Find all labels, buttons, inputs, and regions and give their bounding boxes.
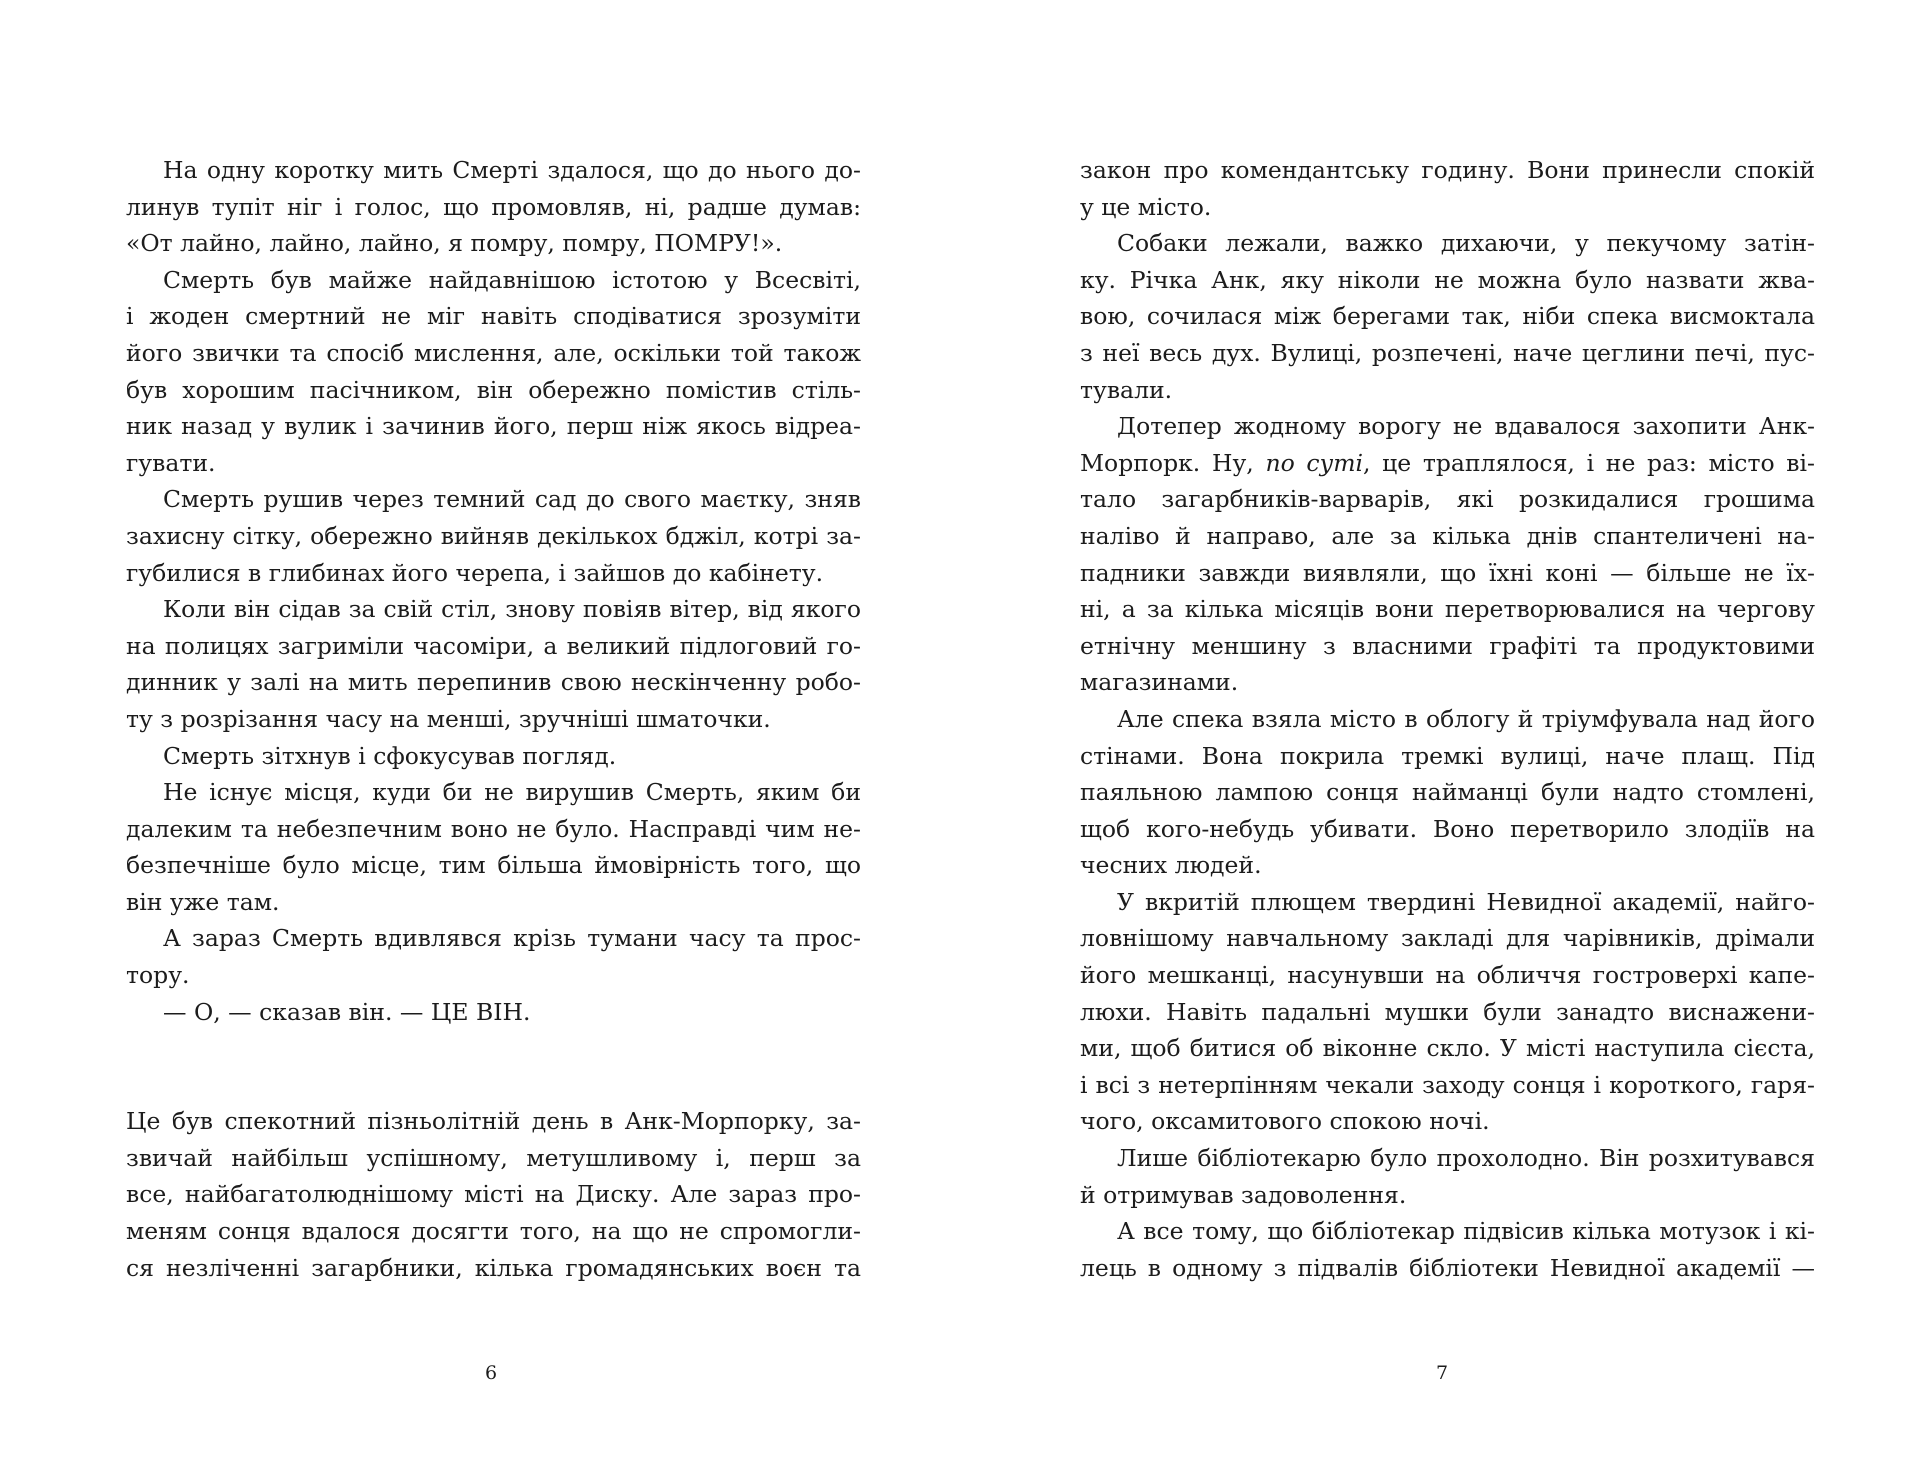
paragraph xyxy=(126,481,861,591)
text-line: ні, а за кілька місяців вони перетворювалися на чергову xyxy=(1080,595,1815,624)
text-line: його звички та спосіб мислення, але, оскільки той також xyxy=(126,338,861,367)
text-line: тору. xyxy=(126,961,190,990)
paragraph xyxy=(126,994,861,1031)
text-line: А все тому, що бібліотекар підвісив кілька мотузок і кі- xyxy=(1117,1217,1815,1246)
text-line: Смерть був майже найдавнішою істотою у Всесвіті, xyxy=(163,265,861,294)
text-line: Дотепер жодному ворогу не вдавалося захопити Анк- xyxy=(1117,412,1815,441)
page-number: 7 xyxy=(1435,1362,1449,1384)
text-line: закон про комендантську годину. Вони принесли спокій xyxy=(1080,156,1815,184)
text-line: губилися в глибинах його черепа, і зайшов до кабінету. xyxy=(126,558,824,587)
text-line: вою, сочилася між берегами так, ніби спека висмоктала xyxy=(1080,302,1815,331)
emphasis: по суті xyxy=(1265,448,1364,477)
text-line: паяльною лампою сонця найманці були надто стомлені, xyxy=(1080,778,1815,807)
text-line: динник у залі на мить перепинив свою нескінченну робо- xyxy=(126,668,861,697)
paragraph xyxy=(1080,1213,1815,1286)
left-page xyxy=(126,152,861,1286)
text-line: його мешканці, насунувши на обличчя гостроверхі капе- xyxy=(1080,961,1815,990)
text-line: був хорошим пасічником, він обережно помістив стіль- xyxy=(126,375,861,404)
paragraph xyxy=(1080,1140,1815,1213)
text-line: Смерть зітхнув і сфокусував погляд. xyxy=(163,741,617,770)
text-line: магазинами. xyxy=(1080,668,1239,697)
text-line: і жоден смертний не міг навіть сподіватися зрозуміти xyxy=(126,302,861,331)
text-line: стінами. Вона покрила тремкі вулиці, наче плащ. Під xyxy=(1080,741,1815,770)
text-line: тало загарбників-варварів, які розкидалися грошима xyxy=(1080,485,1815,514)
text-line: — О, — сказав він. — ЦЕ ВІН. xyxy=(163,997,531,1026)
paragraph xyxy=(126,920,861,993)
text-line: чого, оксамитового спокою ночі. xyxy=(1080,1107,1490,1136)
text-line: Смерть рушив через темний сад до свого маєтку, зняв xyxy=(163,485,861,514)
paragraph xyxy=(1080,152,1815,225)
paragraph xyxy=(126,738,861,775)
text-line: ку. Річка Анк, яку ніколи не можна було назвати жва- xyxy=(1080,265,1815,294)
text-line: Морпорк. Ну, по суті, це траплялося, і не раз: місто ві- xyxy=(1080,448,1815,477)
paragraph xyxy=(1080,701,1815,884)
paragraph xyxy=(126,774,861,920)
text-line: і всі з нетерпінням чекали заходу сонця і короткого, гаря- xyxy=(1080,1070,1815,1099)
text-line: Лише бібліотекарю було прохолодно. Він розхитувався xyxy=(1117,1144,1815,1173)
text-line: тували. xyxy=(1080,375,1173,404)
paragraph xyxy=(126,262,861,482)
paragraph xyxy=(126,152,861,262)
text-line: на полицях загриміли часоміри, а великий підлоговий го- xyxy=(126,631,861,660)
text-line: захисну сітку, обережно вийняв декількох бджіл, котрі за- xyxy=(126,521,861,550)
text-line: ся незліченні загарбники, кілька громадянських воєн та xyxy=(126,1253,861,1282)
text-line: Не існує місця, куди би не вирушив Смерть, яким би xyxy=(163,778,861,807)
text-line: й отримував задоволення. xyxy=(1080,1180,1407,1209)
text-line: наліво й направо, але за кілька днів спантеличені на- xyxy=(1080,521,1815,550)
text-line: Це був спекотний пізньолітній день в Анк-Морпорку, за- xyxy=(126,1107,861,1136)
text-line: Але спека взяла місто в облогу й тріумфувала над його xyxy=(1117,704,1815,733)
text-line: Собаки лежали, важко дихаючи, у пекучому затін- xyxy=(1117,229,1815,258)
text-line: ту з розрізання часу на менші, зручніші шматочки. xyxy=(126,704,771,733)
text-line: ми, щоб битися об віконне скло. У місті наступила сієста, xyxy=(1080,1034,1815,1063)
text-line: все, найбагатолюднішому місті на Диску. Але зараз про- xyxy=(126,1180,861,1209)
paragraph xyxy=(1080,408,1815,701)
text-line: На одну коротку мить Смерті здалося, що до нього до- xyxy=(163,156,861,184)
text-line: падники завжди виявляли, що їхні коні — більше не їх- xyxy=(1080,558,1815,587)
paragraph xyxy=(126,591,861,737)
text-line: «От лайно, лайно, лайно, я помру, помру, ПОМРУ!». xyxy=(126,229,783,258)
text-line: етнічну меншину з власними графіті та продуктовими xyxy=(1080,631,1815,660)
text-line: лець в одному з підвалів бібліотеки Невидної академії — xyxy=(1080,1253,1815,1282)
text-line: у це місто. xyxy=(1080,192,1212,221)
text-line: меням сонця вдалося досягти того, на що не спромогли- xyxy=(126,1217,861,1246)
text-line: щоб кого-небудь убивати. Воно перетворило злодіїв на xyxy=(1080,814,1815,843)
text-line: ловнішому навчальному закладі для чарівників, дрімали xyxy=(1080,924,1815,953)
text-line: ник назад у вулик і зачинив його, перш ніж якось відреа- xyxy=(126,412,861,441)
paragraph xyxy=(126,1103,861,1286)
text-line: А зараз Смерть вдивлявся крізь тумани часу та прос- xyxy=(163,924,861,953)
text-line: він уже там. xyxy=(126,887,280,916)
paragraph xyxy=(1080,884,1815,1140)
page-number: 6 xyxy=(484,1362,498,1384)
paragraph xyxy=(1080,225,1815,408)
text-line: линув тупіт ніг і голос, що промовляв, ні, радше думав: xyxy=(126,192,861,221)
text-line: люхи. Навіть падальні мушки були занадто виснажени- xyxy=(1080,997,1815,1026)
text-line: з неї весь дух. Вулиці, розпечені, наче цеглини печі, пус- xyxy=(1080,338,1815,367)
text-line: У вкритій плющем твердині Невидної академії, найго- xyxy=(1117,887,1815,916)
text-line: гувати. xyxy=(126,448,216,477)
section-break xyxy=(126,1030,861,1103)
text-line: звичай найбільш успішному, метушливому і, перш за xyxy=(126,1143,861,1172)
text-line: чесних людей. xyxy=(1080,851,1262,880)
text-line: далеким та небезпечним воно не було. Насправді чим не- xyxy=(126,814,861,843)
text-line: Коли він сідав за свій стіл, знову повіяв вітер, від якого xyxy=(163,595,861,624)
text-line: безпечніше було місце, тим більша ймовірність того, що xyxy=(126,851,861,880)
right-page xyxy=(1080,152,1815,1286)
